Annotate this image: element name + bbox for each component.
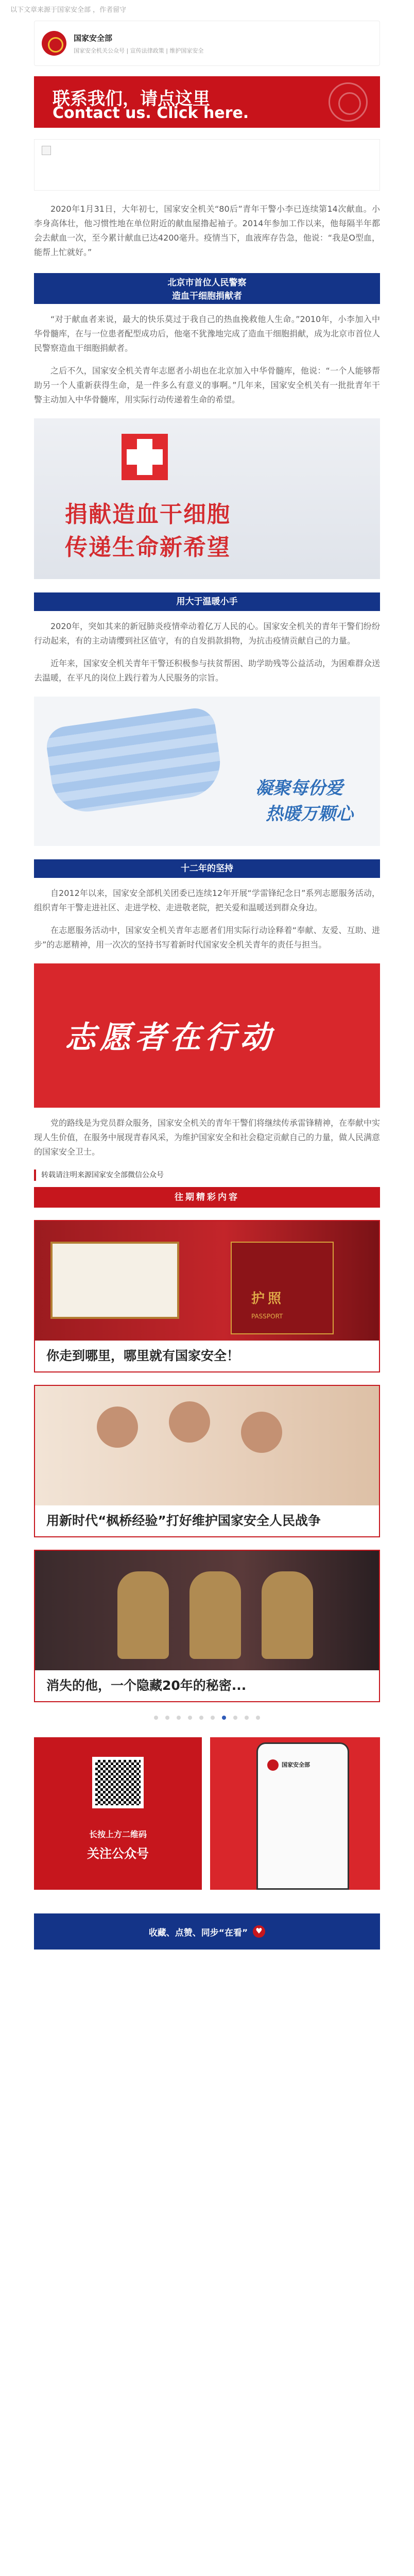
qr-code-panel[interactable] [34, 1737, 202, 1890]
account-name: 国家安全部 [74, 33, 113, 43]
passport-photo [35, 1221, 379, 1343]
carousel-dot[interactable] [177, 1716, 181, 1720]
past-article-caption: 消失的他，一个隐藏20年的秘密... [35, 1670, 379, 1701]
medal-photo [35, 1551, 379, 1672]
passport-subtitle: PASSPORT [251, 1313, 283, 1320]
illustration-text: 热暖万颗心 [266, 804, 353, 824]
volunteer-banner [34, 963, 380, 1108]
phone-preview-panel [210, 1737, 380, 1890]
carousel-dot[interactable] [256, 1716, 260, 1720]
past-highlights-title: 往期精彩内容 [34, 1187, 380, 1208]
notice-board [50, 1242, 179, 1319]
account-description: 国家安全机关公众号 | 宣传法律政策 | 维护国家安全 [74, 47, 204, 54]
qr-code[interactable] [92, 1757, 144, 1808]
person-avatar [97, 1406, 138, 1448]
source-breadcrumb[interactable]: 以下文章来源于国家安全部 ，作者留守 [10, 6, 127, 14]
carousel-dot[interactable] [233, 1716, 237, 1720]
paragraph: 之后不久，国家安全机关青年志愿者小胡也在北京加入中华骨髓库，他说：“一个人能够帮助另一个人重新获得生命，是一件多么有意义的事啊。”几年来，国家安全机关有一批批青年干警主动加入中华骨髓库，用实际行动传递着生命的希望。 [34, 366, 380, 404]
paragraph: 在志愿服务活动中，国家安全机关青年志愿者们用实际行动诠释着“奉献、友爱、互助、进步”的志愿精神，用一次次的坚持书写着新时代国家安全机关青年的责任与担当。 [34, 925, 380, 950]
carousel-dots[interactable] [0, 1716, 414, 1720]
face-mask-icon [44, 706, 225, 816]
carousel-dot[interactable] [245, 1716, 249, 1720]
phone-mockup [256, 1742, 349, 1890]
broken-image [34, 139, 380, 191]
photo-text: 捐献造血干细胞 [65, 501, 231, 528]
past-article-caption: 你走到哪里，哪里就有国家安全！ [35, 1341, 379, 1371]
carousel-dot-active[interactable] [222, 1716, 226, 1720]
follow-section [34, 1737, 380, 1890]
carousel-dot[interactable] [188, 1716, 192, 1720]
source-note: 转载请注明来源国家安全部微信公众号 [34, 1170, 380, 1181]
image-placeholder-icon [42, 146, 51, 155]
red-cross-icon [122, 434, 168, 480]
qr-follow-label: 关注公众号 [87, 1846, 149, 1861]
section-heading-line1: 北京市首位人民警察 [167, 278, 247, 288]
intro-paragraph: 2020年1月31日，大年初七，国家安全机关“80后”青年干警小李已连续第14次献血。小李身高体壮，他习惯性地在单位附近的献血屋撸起袖子。2014年参加工作以来，他每隔半年都会去献血一次，至今累计献血已达4200毫升。疫情当下，血液库存告急，他说：“我是O型血，能帮上忙就好。” [34, 204, 380, 257]
mask-illustration [34, 697, 380, 846]
person-avatar [241, 1412, 282, 1453]
paragraph: 近年来，国家安全机关青年干警还积极参与扶贫帮困、助学助残等公益活动，为困难群众送去温暖，在平凡的岗位上践行着为人民服务的宗旨。 [34, 658, 381, 683]
photo-text: 传递生命新希望 [65, 534, 231, 561]
passport-title: 护照 [251, 1291, 285, 1307]
past-article-card[interactable] [34, 1550, 380, 1702]
contact-title: 联系我们，请点这里 [53, 89, 210, 109]
qr-instruction: 长按上方二维码 [89, 1829, 147, 1839]
person-avatar [169, 1401, 210, 1443]
medal-icon [262, 1571, 313, 1659]
contact-subtitle: Contact us. Click here. [53, 104, 249, 122]
medal-icon [117, 1571, 169, 1659]
emblem-icon [42, 31, 66, 56]
footer-spacer [0, 1950, 414, 2042]
engagement-bar[interactable] [34, 1913, 380, 1950]
paragraph: “对于献血者来说，最大的快乐莫过于我自己的热血挽救他人生命。”2010年，小李加入中华骨髓库，在与一位患者配型成功后，他毫不犹豫地完成了造血干细胞捐献，成为北京市首位人民警察造血干细胞捐献者。 [34, 314, 381, 353]
section-heading [34, 273, 380, 304]
carousel-dot[interactable] [211, 1716, 215, 1720]
emblem-icon [329, 82, 368, 122]
carousel-dot[interactable] [154, 1716, 158, 1720]
phone-account-name: 国家安全部 [282, 1761, 310, 1768]
medal-icon [189, 1571, 241, 1659]
heart-icon[interactable] [253, 1925, 265, 1938]
past-article-card[interactable] [34, 1220, 380, 1372]
blood-donation-photo [34, 418, 380, 579]
volunteer-text: 志愿者在行动 [65, 1020, 275, 1056]
paragraph: 2020年，突如其来的新冠肺炎疫情牵动着亿万人民的心。国家安全机关的青年干警们纷纷行动起来，有的主动请缨到社区值守，有的自发捐款捐物，为抗击疫情贡献自己的力量。 [34, 621, 380, 646]
section-heading: 用大于温暖小手 [34, 592, 380, 611]
contact-us-banner[interactable] [34, 76, 380, 128]
account-card[interactable] [34, 21, 380, 66]
engagement-text: 收藏、点赞、同步“在看” [148, 1927, 248, 1938]
section-heading: 十二年的坚持 [34, 859, 380, 878]
paragraph: 自2012年以来，国家安全部机关团委已连续12年开展“学雷锋纪念日”系列志愿服务活动，组织青年干警走进社区、走进学校、走进敬老院，把关爱和温暖送到群众身边。 [34, 888, 380, 912]
past-article-caption: 用新时代“枫桥经验”打好维护国家安全人民战争 [35, 1505, 379, 1536]
emblem-icon [267, 1759, 279, 1771]
past-article-card[interactable] [34, 1385, 380, 1537]
family-photo [35, 1386, 379, 1507]
section-heading-line2: 造血干细胞捐献者 [172, 291, 242, 301]
closing-paragraph: 党的路线是为党员群众服务，国家安全机关的青年干警们将继续传承雷锋精神，在奉献中实现人生价值，在服务中展现青春风采，为维护国家安全和社会稳定贡献自己的力量，做人民满意的国家安全卫士。 [34, 1118, 381, 1157]
illustration-text: 凝聚每份爱 [255, 778, 343, 799]
carousel-dot[interactable] [199, 1716, 203, 1720]
carousel-dot[interactable] [165, 1716, 169, 1720]
